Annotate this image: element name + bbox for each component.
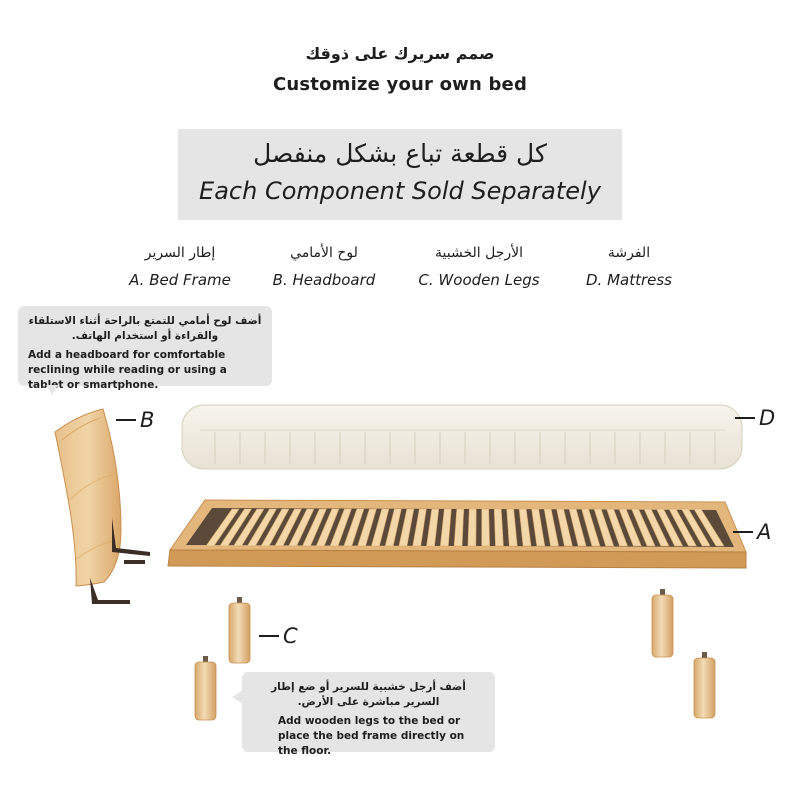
component-label: D. Mattress — [585, 271, 672, 289]
tooltip-text: Add a headboard for comfortable reclining while reading or using a tablet or smartphone. — [28, 349, 227, 391]
wooden-leg — [195, 656, 216, 720]
component-label: C. Wooden Legs — [418, 271, 540, 289]
wooden-leg — [652, 589, 673, 657]
callout-c — [259, 624, 298, 648]
banner-text: Each Component Sold Separately — [199, 177, 601, 205]
callout-a — [733, 520, 771, 544]
component-label-arabic: لوح الأمامي — [290, 245, 358, 261]
callout-label: D — [759, 406, 776, 430]
page-title-arabic: صمم سريرك على ذوقك — [305, 44, 495, 63]
component-label: A. Bed Frame — [129, 271, 231, 289]
bed-slat — [482, 509, 490, 546]
headboard-image — [55, 409, 150, 604]
legs-tooltip — [242, 672, 495, 757]
component-label-arabic: الفرشة — [607, 245, 651, 261]
wooden-leg — [694, 652, 715, 718]
component-label: B. Headboard — [272, 271, 376, 289]
tooltip-pointer — [232, 690, 243, 704]
banner-text-arabic: كل قطعة تباع بشكل منفصل — [253, 139, 547, 168]
mattress-image — [182, 405, 742, 469]
bed-frame-image — [168, 500, 746, 568]
component-label-arabic: الأرجل الخشبية — [435, 245, 523, 261]
wooden-leg — [229, 597, 250, 663]
callout-label: B — [140, 408, 155, 432]
callout-label: A — [757, 520, 772, 544]
tooltip-text: Add wooden legs to the bed or place the bed frame directly on the floor. — [278, 715, 465, 757]
callout-b — [116, 408, 154, 432]
callout-label: C — [283, 624, 298, 648]
callout-d — [735, 406, 775, 430]
page-title: Customize your own bed — [272, 74, 528, 95]
component-label-arabic: إطار السرير — [144, 245, 216, 261]
tooltip-text-arabic: أضف لوح أمامي للتمتع بالراحة أثناء الاستلقاء والقراءة أو استخدام الهاتف. — [28, 315, 262, 342]
tooltip-text-arabic: أضف أرجل خشبية للسرير أو ضع إطار السرير مباشرة على الأرض. — [271, 681, 466, 708]
bed-slat — [468, 509, 476, 546]
